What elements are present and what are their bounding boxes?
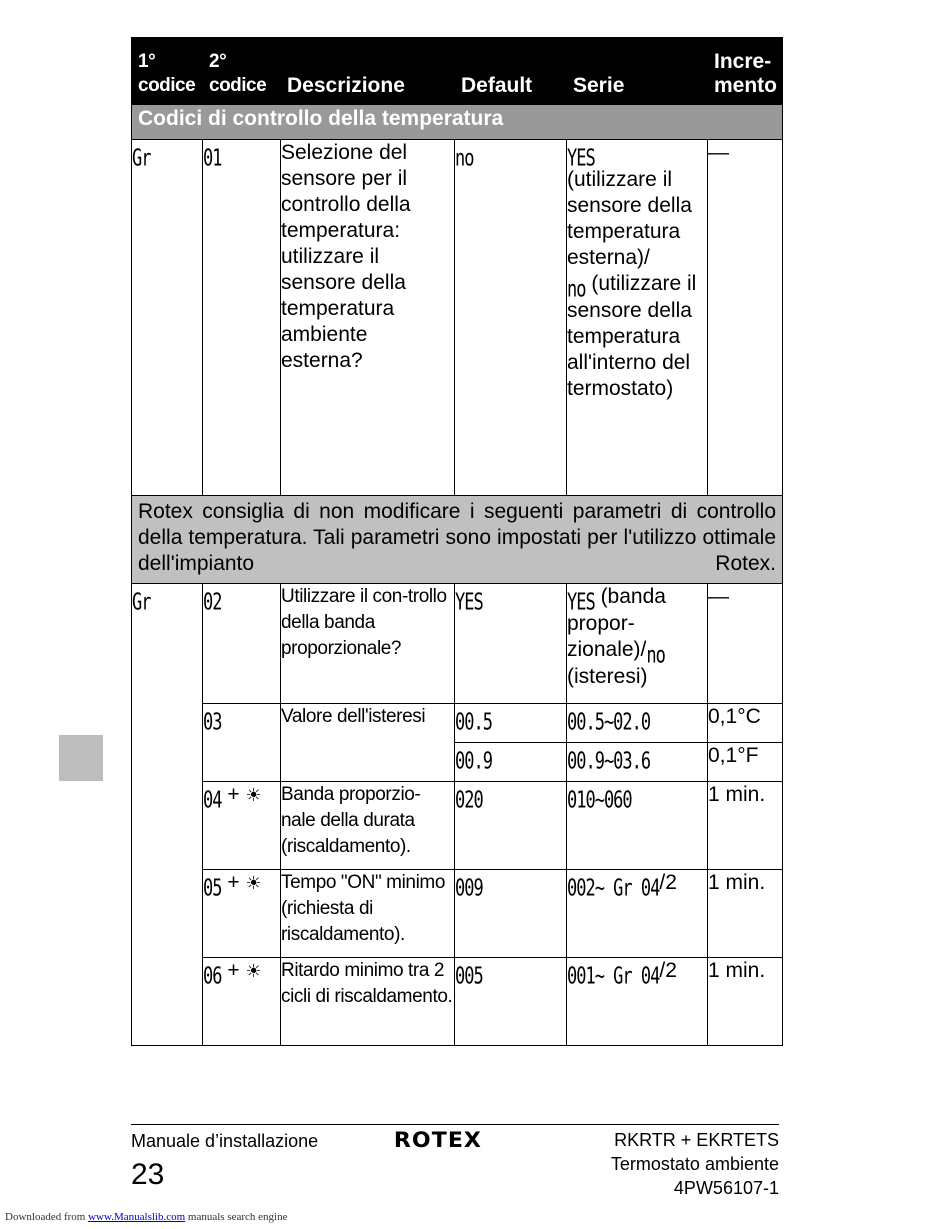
table-row	[132, 584, 783, 704]
series-value: 00.5~02.0	[567, 709, 651, 737]
manualslib-link[interactable]: www.Manualslib.com	[88, 1211, 186, 1223]
default-value: 00.5	[455, 709, 492, 737]
table-row	[132, 870, 783, 958]
code2-cell: 04 + ☀	[203, 782, 281, 870]
footer-model: RKRTR + EKRTETS	[614, 1130, 779, 1150]
note-text: Rotex consiglia di non modificare i seguenti parametri di controllo della temperatura. Tali parametri sono impostati per l'utilizzo ottimale dell'impianto Rotex.	[132, 496, 783, 584]
increment-value: 0,1°F	[708, 743, 783, 782]
sun-icon: ☀	[245, 785, 262, 805]
footer-product: Termostato ambiente	[610, 1154, 779, 1174]
code2-cell: 05 + ☀	[203, 870, 281, 958]
rotex-logo: ROTEX	[393, 1128, 482, 1152]
increment-value: 1 min.	[708, 870, 783, 958]
page-number: 23	[131, 1158, 165, 1191]
parameter-table	[131, 37, 783, 1046]
footer-doc-code: 4PW56107-1	[673, 1178, 779, 1198]
default-value: YES	[455, 589, 483, 617]
header-description: Descrizione	[281, 38, 455, 105]
code2-value: 01	[203, 145, 222, 173]
table-row	[132, 782, 783, 870]
header-increment: Incre- mento	[708, 38, 783, 105]
series-cell: YES (banda propor-zionale)/no (isteresi)	[567, 584, 708, 704]
table-header-row	[132, 38, 783, 105]
header-code1: 1° codice	[132, 38, 203, 105]
download-banner: Downloaded from www.Manualslib.com manuals search engine	[5, 1211, 288, 1223]
header-default: Default	[455, 38, 567, 105]
code2-value: 03	[203, 709, 222, 737]
footer-manual-title: Manuale d’installazione	[131, 1131, 319, 1151]
description-text: Banda proporzio-nale della durata (riscaldamento).	[281, 782, 455, 870]
increment-value: —	[708, 140, 783, 496]
side-thumb-tab	[59, 735, 103, 781]
code1-value: Gr	[132, 145, 151, 173]
increment-value: 1 min.	[708, 782, 783, 870]
header-code2: 2° codice	[203, 38, 281, 105]
default-value: no	[455, 145, 474, 173]
section-title: Codici di controllo della temperatura	[132, 105, 783, 140]
description-text: Ritardo minimo tra 2 cicli di riscaldamento.	[281, 958, 455, 1046]
sun-icon: ☀	[245, 961, 262, 981]
sun-icon: ☀	[245, 873, 262, 893]
default-value: 020	[455, 787, 483, 815]
description-text: Tempo "ON" minimo (richiesta di riscaldamento).	[281, 870, 455, 958]
increment-value: 1 min.	[708, 958, 783, 1046]
default-value: 009	[455, 875, 483, 903]
header-series: Serie	[567, 38, 708, 105]
table-row	[132, 140, 783, 496]
default-value: 005	[455, 963, 483, 991]
code2-cell: 06 + ☀	[203, 958, 281, 1046]
section-row	[132, 105, 783, 140]
table-row	[132, 958, 783, 1046]
description-text: Valore dell'isteresi	[281, 704, 455, 782]
series-cell: YES (utilizzare il sensore della temperatura esterna)/ no (utilizzare il sensore della temperatura all'interno del termostato)	[567, 140, 708, 496]
series-value: 010~060	[567, 787, 632, 815]
table-row	[132, 704, 783, 743]
note-row	[132, 496, 783, 584]
code1-value: Gr	[132, 589, 151, 617]
description-text: Selezione del sensore per il controllo della temperatura: utilizzare il sensore della temperatura ambiente esterna?	[281, 140, 455, 496]
increment-value: 0,1°C	[708, 704, 783, 743]
code2-value: 02	[203, 589, 222, 617]
description-text: Utilizzare il con-trollo della banda proporzionale?	[281, 584, 455, 704]
footer-divider	[131, 1124, 779, 1125]
series-cell: 001~ Gr 04/2	[567, 958, 708, 1046]
series-cell: 002~ Gr 04/2	[567, 870, 708, 958]
series-value: 00.9~03.6	[567, 748, 651, 776]
default-value: 00.9	[455, 748, 492, 776]
increment-value: —	[708, 584, 783, 704]
